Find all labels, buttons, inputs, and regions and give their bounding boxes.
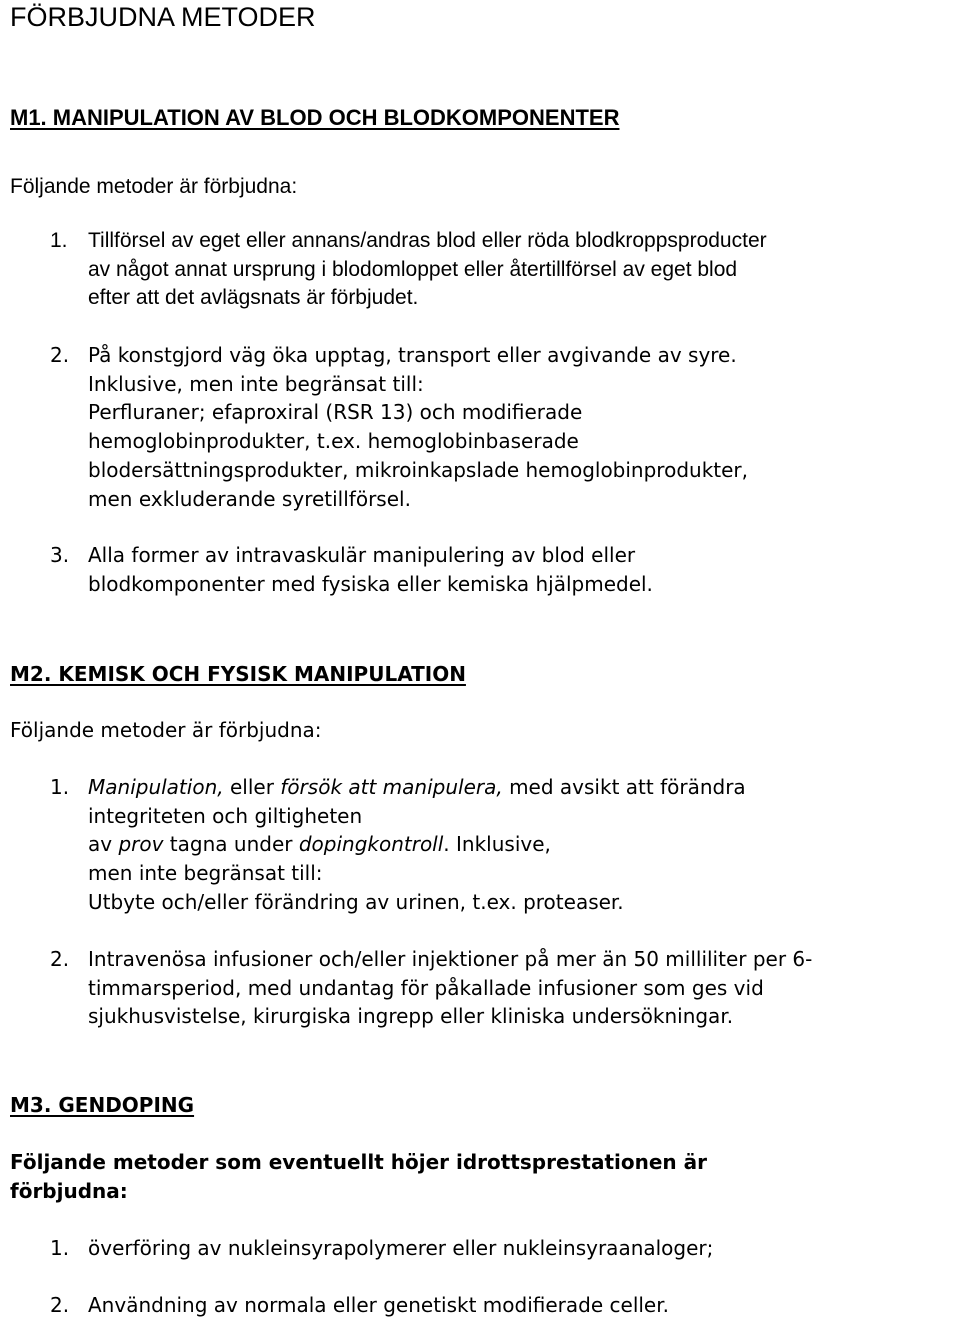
item-line: efter att det avlägsnats är förbjudet. <box>88 286 419 310</box>
item-number: 1. <box>50 1236 70 1260</box>
document-title: FÖRBJUDNA METODER <box>10 2 316 32</box>
item-text: överföring av nukleinsyrapolymerer eller nukleinsyraanaloger; <box>88 1236 714 1260</box>
term-italic: försök att manipulera, <box>280 775 503 799</box>
list-item-m3-1 <box>50 1234 950 1263</box>
item-line: Perfluraner; efaproxiral (RSR 13) och modifierade <box>88 400 583 425</box>
item-line: Intravenösa infusioner och/eller injektioner på mer än 50 milliliter per 6- <box>88 947 813 971</box>
item-number: 1. <box>50 229 68 252</box>
section-intro-m1: Följande metoder är förbjudna: <box>10 175 298 198</box>
item-line: Utbyte och/eller förändring av urinen, t.ex. proteaser. <box>88 889 624 914</box>
section-heading-m1: M1. MANIPULATION AV BLOD OCH BLODKOMPONENTER <box>10 105 620 130</box>
list-item-m3-2 <box>50 1291 950 1320</box>
list-item-m2-1 <box>50 773 950 917</box>
item-number: 3. <box>50 543 70 567</box>
item-line: sjukhusvistelse, kirurgiska ingrepp eller kliniska undersökningar. <box>88 1004 734 1029</box>
item-line: timmarsperiod, med undantag för påkallade infusioner som ges vid <box>88 975 764 1000</box>
item-text <box>88 945 950 1031</box>
item-line: men exkluderande syretillförsel. <box>88 486 411 511</box>
list-item-m1-3 <box>50 541 950 598</box>
section-intro-m3 <box>10 1148 890 1206</box>
item-number: 1. <box>50 775 70 799</box>
list-item-m1-1 <box>50 227 950 313</box>
section-intro-m2: Följande metoder är förbjudna: <box>10 718 322 742</box>
term-italic: dopingkontroll <box>298 832 444 857</box>
item-line: integriteten och giltigheten <box>88 803 363 828</box>
item-line: men inte begränsat till: <box>88 861 323 886</box>
text-run: med avsikt att förändra <box>502 775 746 799</box>
term-italic: Manipulation, <box>88 775 224 799</box>
item-line <box>88 830 950 859</box>
item-number: 2. <box>50 343 70 367</box>
item-number: 2. <box>50 1293 70 1317</box>
item-text: Användning av normala eller genetiskt modifierade celler. <box>88 1293 669 1317</box>
term-italic: prov <box>118 832 164 857</box>
item-line: Inklusive, men inte begränsat till: <box>88 371 424 396</box>
item-number: 2. <box>50 947 70 971</box>
list-item-m1-2 <box>50 341 950 513</box>
text-run: av <box>88 832 119 857</box>
item-text <box>88 341 950 513</box>
item-line: Alla former av intravaskulär manipulering av blod eller <box>88 543 636 567</box>
item-line <box>88 773 950 802</box>
item-text <box>88 773 950 917</box>
text-run: eller <box>223 775 281 799</box>
section-heading-m3: M3. GENDOPING <box>10 1093 195 1117</box>
item-line: På konstgjord väg öka upptag, transport eller avgivande av syre. <box>88 343 737 367</box>
list-item-m2-2 <box>50 945 950 1031</box>
item-text <box>88 541 950 598</box>
intro-line: förbjudna: <box>10 1179 128 1203</box>
section-heading-m2: M2. KEMISK OCH FYSISK MANIPULATION <box>10 662 466 686</box>
intro-line: Följande metoder som eventuellt höjer idrottsprestationen är <box>10 1150 707 1174</box>
text-run: tagna under <box>163 832 299 857</box>
item-line: blodersättningsprodukter, mikroinkapslade hemoglobinprodukter, <box>88 457 748 482</box>
item-line: Tillförsel av eget eller annans/andras blod eller röda blodkroppsproducter <box>88 229 767 252</box>
item-line: blodkomponenter med fysiska eller kemiska hjälpmedel. <box>88 571 653 596</box>
item-line: hemoglobinprodukter, t.ex. hemoglobinbaserade <box>88 429 579 454</box>
item-text <box>88 227 950 313</box>
text-run: . Inklusive, <box>443 832 551 857</box>
item-line: av något annat ursprung i blodomloppet eller återtillförsel av eget blod <box>88 257 738 281</box>
